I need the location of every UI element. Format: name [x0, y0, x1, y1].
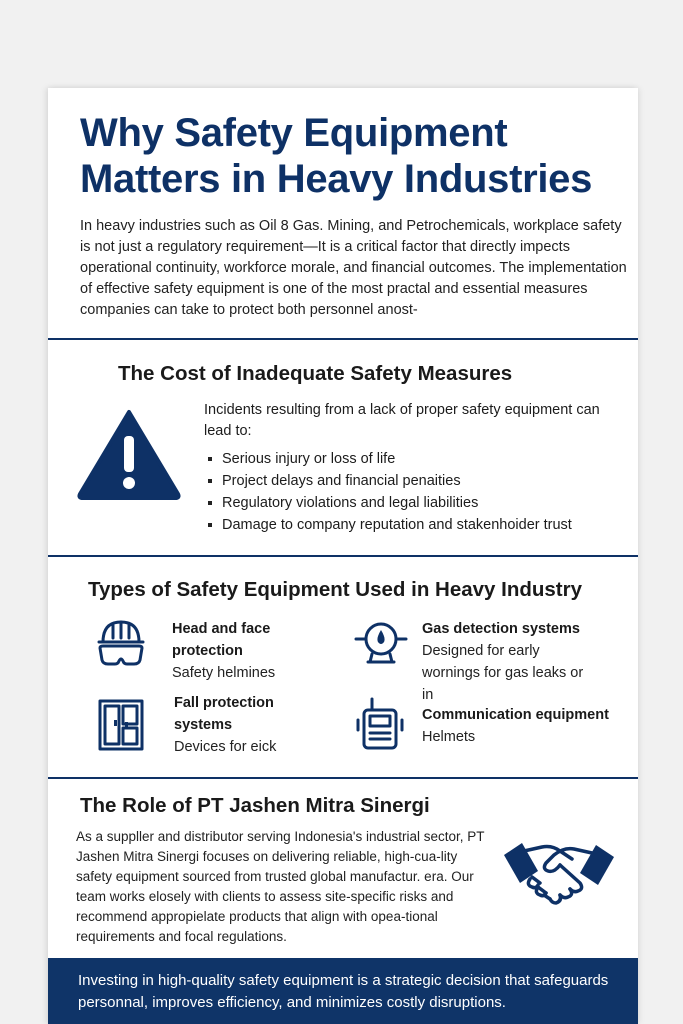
types-heading: Types of Safety Equipment Used in Heavy Industry — [88, 578, 583, 601]
gas-detector-icon — [354, 616, 408, 670]
intro-paragraph: In heavy industries such as Oil 8 Gas. Mining, and Petrochemicals, workplace safety is not just a regulatory requirement—It is a critical factor that directly impects operational continuity, workforce morale, and financial outcomes. The implementation of effective safety equipment is one of the most practal and essential measures companies can take to protect both personnel anost- — [80, 218, 627, 318]
warning-icon — [76, 408, 182, 500]
cost-heading: The Cost of Inadequate Safety Measures — [118, 362, 513, 385]
cost-lead: Incidents resulting from a lack of proper safety equipment can lead to: — [204, 402, 600, 439]
banner-text: Investing in high-quality safety equipment is a strategic decision that safeguards personnal, improves efficiency, and minimizes costly disruptions. — [78, 972, 609, 1011]
equipment-desc: Helmets — [422, 729, 476, 745]
list-item: Damage to company reputation and stakenhoider trust — [204, 514, 572, 536]
handshake-icon — [500, 833, 618, 919]
section-divider — [48, 555, 638, 557]
equipment-desc: Safety helmines — [172, 665, 276, 681]
role-paragraph: As a suppller and distributor serving Indonesia's industrial sector, PT Jashen Mitra Sinergi focuses on delivering reliable, high-cua-lity safety equipment sourced from trusted global manufactur. era. Our team works elosely with clients to assess site-specific risks and recommend appropielate products that align with opea-tional requirements and focal regulations. — [76, 829, 485, 944]
closing-banner — [48, 958, 638, 1024]
equipment-title: Gas detection systems — [422, 621, 580, 637]
radio-icon — [352, 696, 406, 750]
list-item: Project delays and financial penaities — [204, 470, 572, 492]
equipment-desc: Designed for early wornings for gas leaks or in — [422, 643, 584, 703]
document-page — [48, 88, 638, 1024]
list-item: Serious injury or loss of life — [204, 448, 572, 470]
page-title: Why Safety Equipment Matters in Heavy Industries — [80, 111, 593, 201]
cost-list — [204, 448, 572, 536]
section-divider — [48, 338, 638, 340]
equipment-title: Head and face protection — [172, 621, 271, 659]
list-item: Regulatory violations and legal liabilities — [204, 492, 572, 514]
section-divider — [48, 777, 638, 779]
equipment-title: Fall protection systems — [174, 695, 274, 733]
equipment-desc: Devices for eick — [174, 739, 277, 755]
role-heading: The Role of PT Jashen Mitra Sinergi — [80, 794, 430, 817]
equipment-title: Communication equipment — [422, 707, 609, 723]
hardhat-goggles-icon — [94, 616, 148, 670]
harness-cabinet-icon — [94, 698, 148, 752]
